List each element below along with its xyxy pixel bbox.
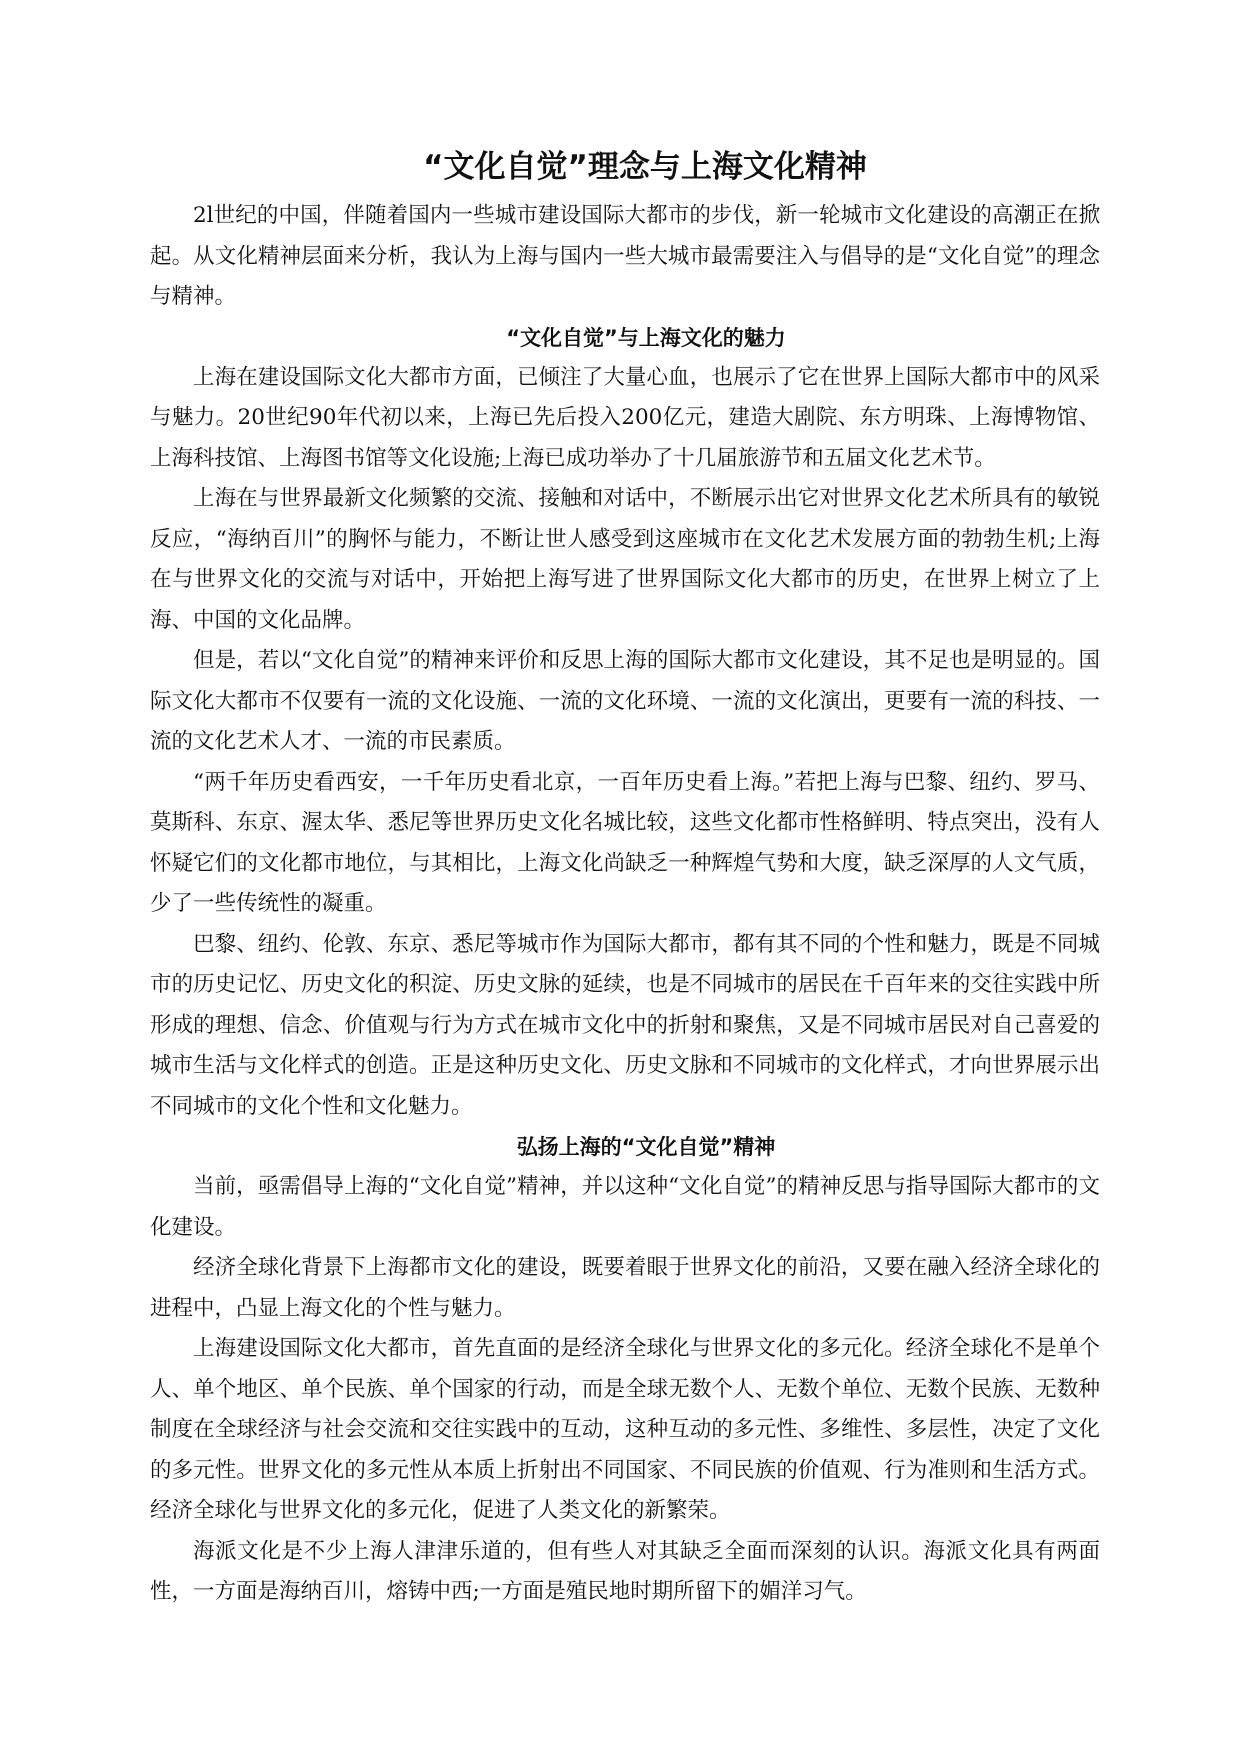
paragraph: “两千年历史看西安，一千年历史看北京，一百年历史看上海。”若把上海与巴黎、纽约、罗马、莫斯科、东京、渥太华、悉尼等世界历史文化名城比较，这些文化都市性格鲜明、特点突出，没有人怀疑它们的文化都市地位，与其相比，上海文化尚缺乏一种辉煌气势和大度，缺乏深厚的人文气质，少了一些传统性的凝重。	[150, 769, 1100, 916]
paragraph: 经济全球化背景下上海都市文化的建设，既要着眼于世界文化的前沿，又要在融入经济全球化的进程中，凸显上海文化的个性与魅力。	[150, 1255, 1100, 1321]
paragraph: 上海建设国际文化大都市，首先直面的是经济全球化与世界文化的多元化。经济全球化不是单个人、单个地区、单个民族、单个国家的行动，而是全球无数个人、无数个单位、无数个民族、无数种制度在全球经济与社会交流和交往实践中的互动，这种互动的多元性、多维性、多层性，决定了文化的多元性。世界文化的多元性从本质上折射出不同国家、不同民族的价值观、行为准则和生活方式。经济全球化与世界文化的多元化，促进了人类文化的新繁荣。	[150, 1336, 1100, 1523]
document-title: “文化自觉”理念与上海文化精神	[423, 149, 867, 185]
section-heading: 弘扬上海的“文化自觉”精神	[516, 1135, 776, 1159]
paragraph: 上海在建设国际文化大都市方面，已倾注了大量心血，也展示了它在世界上国际大都市中的风采与魅力。20世纪90年代初以来，上海已先后投入200亿元，建造大剧院、东方明珠、上海博物馆、上海科技馆、上海图书馆等文化设施;上海已成功举办了十几届旅游节和五届文化艺术节。	[150, 364, 1100, 471]
section-2	[150, 1127, 1100, 1613]
section-1	[150, 318, 1100, 1128]
paragraph: 但是，若以“文化自觉”的精神来评价和反思上海的国际大都市文化建设，其不足也是明显的。国际文化大都市不仅要有一流的文化设施、一流的文化环境、一流的文化演出，更要有一流的科技、一流的文化艺术人才、一流的市民素质。	[150, 648, 1100, 754]
section-heading: “文化自觉”与上海文化的魅力	[506, 325, 786, 350]
paragraph: 海派文化是不少上海人津津乐道的，但有些人对其缺乏全面而深刻的认识。海派文化具有两面性，一方面是海纳百川，熔铸中西;一方面是殖民地时期所留下的媚洋习气。	[150, 1538, 1100, 1604]
paragraph: 当前，亟需倡导上海的“文化自觉”精神，并以这种“文化自觉”的精神反思与指导国际大都市的文化建设。	[150, 1174, 1100, 1240]
paragraph: 巴黎、纽约、伦敦、东京、悉尼等城市作为国际大都市，都有其不同的个性和魅力，既是不同城市的历史记忆、历史文化的积淀、历史文脉的延续，也是不同城市的居民在千百年来的交往实践中所形成的理想、信念、价值观与行为方式在城市文化中的折射和聚焦，又是不同城市居民对自己喜爱的城市生活与文化样式的创造。正是这种历史文化、历史文脉和不同城市的文化样式，才向世界展示出不同城市的文化个性和文化魅力。	[150, 931, 1100, 1119]
intro-paragraph: 2l世纪的中国，伴随着国内一些城市建设国际大都市的步伐，新一轮城市文化建设的高潮正在掀起。从文化精神层面来分析，我认为上海与国内一些大城市最需要注入与倡导的是“文化自觉”的理念与精神。	[150, 203, 1100, 309]
document-page	[150, 140, 1100, 1613]
paragraph: 上海在与世界最新文化频繁的交流、接触和对话中，不断展示出它对世界文化艺术所具有的敏锐反应，“海纳百川”的胸怀与能力，不断让世人感受到这座城市在文化艺术发展方面的勃勃生机;上海在与世界文化的交流与对话中，开始把上海写进了世界国际文化大都市的历史，在世界上树立了上海、中国的文化品牌。	[150, 486, 1100, 633]
